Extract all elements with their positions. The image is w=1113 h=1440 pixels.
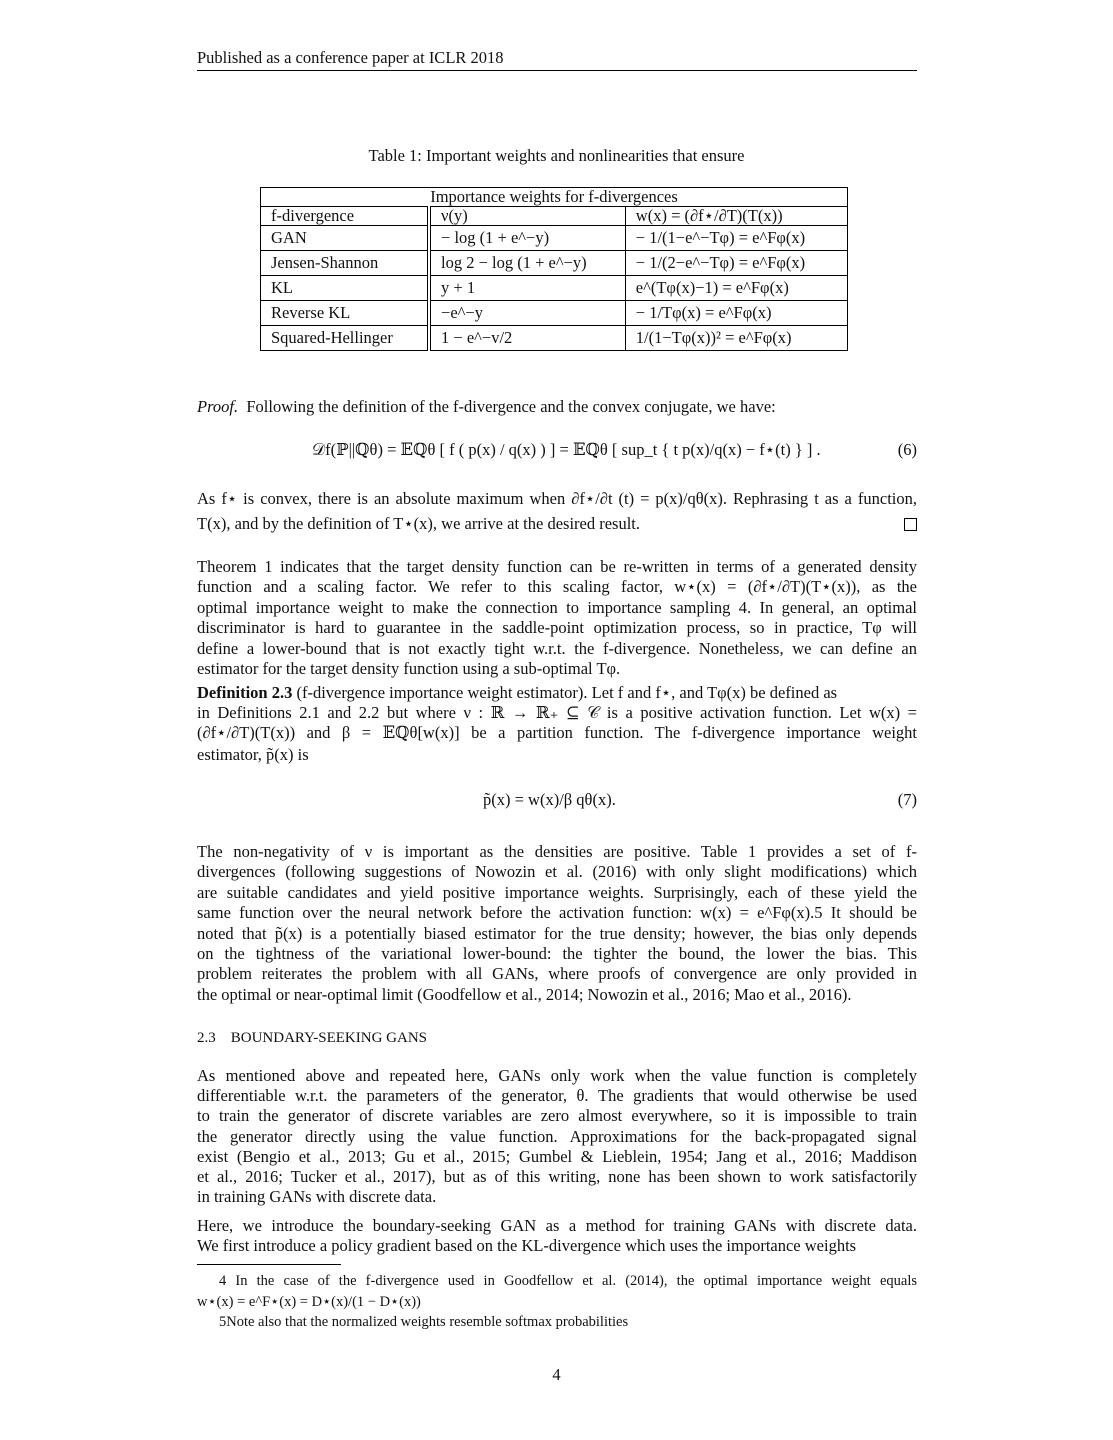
text-line: are suitable candidates and yield positive importance weights. Surprisingly, each of these yield the (197, 882, 917, 902)
section-number: 2.3 (197, 1030, 216, 1046)
definition-title: Definition 2.3 (197, 683, 293, 702)
table-cell: log 2 − log (1 + e^−y) (429, 251, 625, 276)
table-cell: − log (1 + e^−y) (429, 226, 625, 251)
equation-number: (6) (897, 440, 917, 459)
table-row (261, 301, 848, 326)
definition-text: (∂f⋆/∂T)(T(x)) and β = 𝔼ℚθ[w(x)] be a partition function. The f-divergence importance weight (197, 723, 917, 742)
proof-line (197, 397, 917, 417)
table-cell: − 1/Tφ(x) = e^Fφ(x) (625, 301, 847, 326)
table-title: Importance weights for f-divergences (261, 188, 848, 207)
table-cell: y + 1 (429, 276, 625, 301)
text-line: differentiable w.r.t. the parameters of the generator, θ. The gradients that would otherwise be used (197, 1086, 917, 1106)
table-cell: e^(Tφ(x)−1) = e^Fφ(x) (625, 276, 847, 301)
footnote-rule (197, 1264, 341, 1265)
footnote: w⋆(x) = e^F⋆(x) = D⋆(x)/(1 − D⋆(x)) (197, 1294, 421, 1310)
table-cell: Reverse KL (261, 301, 430, 326)
text-line: define a lower-bound that is not exactly tight w.r.t. the f-divergence. Nonetheless, we can define an (197, 638, 917, 658)
equation-number: (7) (897, 790, 917, 809)
page-number: 4 (552, 1365, 561, 1384)
table-cell: − 1/(2−e^−Tφ) = e^Fφ(x) (625, 251, 847, 276)
table-row (261, 251, 848, 276)
table-row (261, 276, 848, 301)
table-cell: GAN (261, 226, 430, 251)
text-line: exist (Bengio et al., 2013; Gu et al., 2015; Gumbel & Lieblein, 1954; Jang et al., 2016; Maddison (197, 1146, 917, 1166)
text-line: As mentioned above and repeated here, GANs only work when the value function is completely (197, 1066, 917, 1085)
text-line: the optimal or near-optimal limit (Goodfellow et al., 2014; Nowozin et al., 2016; Mao et al., 2016). (197, 984, 852, 1004)
text-line: estimator for the target density function using a sub-optimal Tφ. (197, 659, 621, 678)
text-line: We first introduce a policy gradient based on the KL-divergence which uses the importance weights (197, 1236, 857, 1256)
text-line: discriminator is hard to guarantee in the saddle-point optimization process, so in practice, Tφ will (197, 618, 917, 638)
text-line: optimal importance weight to make the connection to importance sampling 4. In general, an optimal (197, 597, 917, 617)
proof-text: T(x), and by the definition of T⋆(x), we arrive at the desired result. (197, 514, 641, 533)
table-cell: 1/(1−Tφ(x))² = e^Fφ(x) (625, 326, 847, 351)
table-row (261, 326, 848, 351)
qed-symbol (904, 518, 917, 531)
table-cell: Jensen-Shannon (261, 251, 430, 276)
column-header: ν(y) (429, 207, 625, 226)
equation-6: 𝒟f(ℙ||ℚθ) = 𝔼ℚθ [ f ( p(x) / q(x) ) ] = 𝔼ℚθ [ sup_t { t p(x)/q(x) − f⋆(t) } ] . (312, 440, 821, 459)
proof-text: As f⋆ is convex, there is an absolute maximum when ∂f⋆/∂t (t) = p(x)/qθ(x). Rephrasing t as a function, (197, 489, 917, 508)
definition-text: estimator, p̃(x) is (197, 745, 309, 764)
proof-label: Proof. (197, 397, 239, 416)
text-line: same function over the neural network before the activation function: w(x) = e^Fφ(x).5 It should be (197, 903, 917, 923)
text-line: divergences (following suggestions of Nowozin et al. (2016) with only slight modifications) which (197, 862, 917, 882)
section-heading (197, 1028, 917, 1048)
section-title: BOUNDARY-SEEKING GANS (230, 1030, 428, 1046)
proof-text: Following the definition of the f-divergence and the convex conjugate, we have: (246, 397, 776, 416)
running-header: Published as a conference paper at ICLR 2018 (197, 48, 504, 67)
column-header: w(x) = (∂f⋆/∂T)(T(x)) (625, 207, 847, 226)
table-cell: Squared-Hellinger (261, 326, 430, 351)
text-line: the generator directly using the value function. Approximations for the back-propagated signal (197, 1126, 917, 1146)
text-line: noted that p̃(x) is a potentially biased estimator for the true density; however, the bias only depends (197, 923, 917, 943)
table-cell: − 1/(1−e^−Tφ) = e^Fφ(x) (625, 226, 847, 251)
text-line: The non-negativity of ν is important as the densities are positive. Table 1 provides a set of f- (197, 842, 917, 861)
text-line: function and a scaling factor. We refer to this scaling factor, w⋆(x) = (∂f⋆/∂T)(T⋆(x)), as the (197, 577, 917, 597)
text-line: in training GANs with discrete data. (197, 1187, 437, 1207)
table-header-row (261, 207, 848, 226)
footnote: 4 In the case of the f-divergence used in Goodfellow et al. (2014), the optimal importance weight equals (219, 1273, 917, 1289)
text-line: et al., 2016; Tucker et al., 2017), but as of this writing, none has been shown to work satisfactorily (197, 1167, 917, 1186)
text-line: problem reiterates the problem with all GANs, where proofs of convergence are only provided in (197, 964, 917, 984)
text-line: on the tightness of the variational lower-bound: the tighter the bound, the lower the bias. This (197, 944, 917, 963)
text-line: Theorem 1 indicates that the target density function can be re-written in terms of a generated density (197, 557, 917, 576)
header-rule (197, 70, 917, 71)
table-cell: 1 − e^−v/2 (429, 326, 625, 351)
footnote: 5Note also that the normalized weights resemble softmax probabilities (219, 1314, 629, 1330)
table-row (261, 226, 848, 251)
table-caption: Table 1: Important weights and nonlinearities that ensure (368, 146, 745, 165)
equation-7: p̃(x) = w(x)/β qθ(x). (483, 790, 616, 809)
importance-weights-table (260, 187, 848, 351)
table-cell: −e^−y (429, 301, 625, 326)
table-cell: KL (261, 276, 430, 301)
definition-first-line (197, 683, 917, 703)
column-header: f-divergence (261, 207, 430, 226)
definition-text: (f-divergence importance weight estimator). Let f and f⋆, and Tφ(x) be defined as (296, 683, 838, 702)
text-line: Here, we introduce the boundary-seeking GAN as a method for training GANs with discrete data. (197, 1216, 917, 1235)
definition-text: in Definitions 2.1 and 2.2 but where ν : ℝ → ℝ₊ ⊆ 𝒞 is a positive activation function. Let w(x) = (197, 703, 917, 722)
text-line: to train the generator of discrete variables are zero almost everywhere, so it is impossible to train (197, 1106, 917, 1126)
